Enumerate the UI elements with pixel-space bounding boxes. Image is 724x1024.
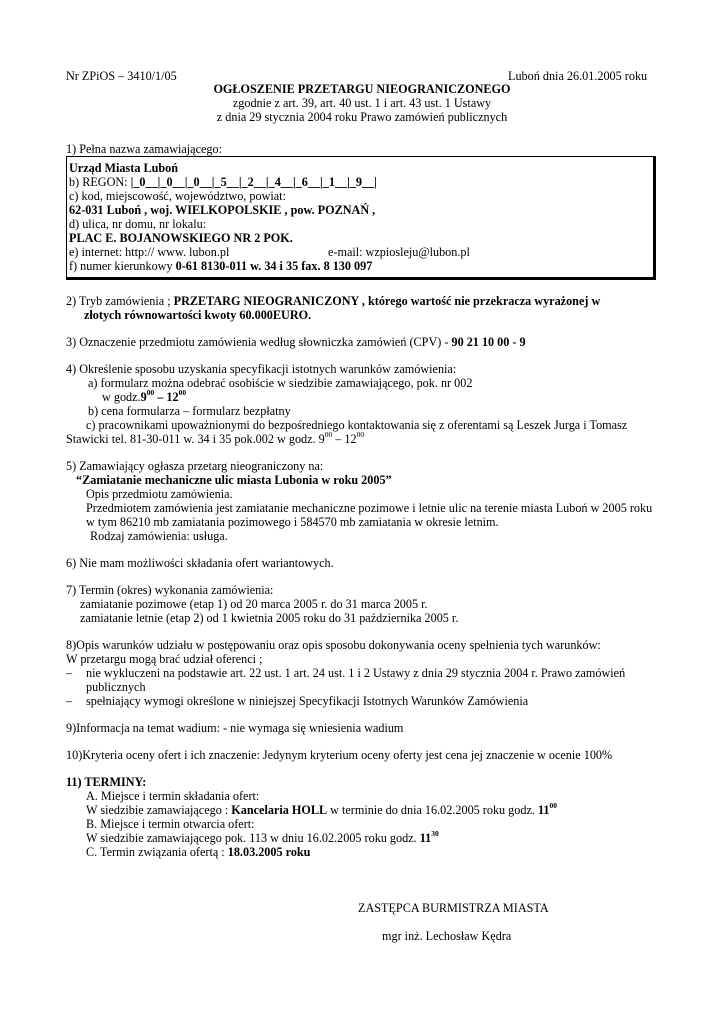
contact-minute-start: 00: [324, 429, 333, 439]
section-4-line-2: a) formularz można odebrać osobiście w siedzibie zamawiającego, pok. nr 002: [88, 376, 473, 390]
term-b-hour: 11: [419, 831, 432, 845]
section-2-line-1: [66, 294, 600, 309]
contracting-authority-box: [66, 156, 656, 280]
section-7-line-2: zamiatanie pozimowe (etap 1) od 20 marca 2005 r. do 31 marca 2005 r.: [80, 597, 428, 611]
street-label: d) ulica, nr domu, nr lokalu:: [69, 217, 207, 231]
section-6: 6) Nie mam możliwości składania ofert wariantowych.: [66, 556, 334, 570]
email-address: e-mail: wzpiosleju@lubon.pl: [328, 245, 470, 259]
minute-end: 00: [178, 387, 187, 397]
hour-start: 9: [140, 390, 147, 404]
reference-number: Nr ZPiOS – 3410/1/05: [66, 69, 177, 83]
section-5-line-3: Opis przedmiotu zamówienia.: [86, 487, 233, 501]
phone-row: [69, 259, 372, 274]
contact-hour-end: 12: [344, 432, 357, 446]
phone-label: f) numer kierunkowy: [69, 259, 176, 273]
bullet-1: –: [66, 666, 73, 680]
section-5-line-6: Rodzaj zamówienia: usługa.: [90, 529, 228, 543]
minute-start: 00: [146, 387, 155, 397]
section-4-line-1: 4) Określenie sposobu uzyskania specyfikacji istotnych warunków zamówienia:: [66, 362, 457, 376]
procedure-type: PRZETARG NIEOGRANICZONY , którego wartość nie przekracza wyrażonej w: [173, 294, 601, 308]
section-2-line-2: złotych równowartości kwoty 60.000EURO.: [84, 308, 312, 322]
city-label: c) kod, miejscowość, województwo, powiat:: [69, 189, 286, 203]
section-11-heading: 11) TERMINY:: [66, 775, 147, 789]
document-subtitle-2: z dnia 29 stycznia 2004 roku Prawo zamówień publicznych: [216, 110, 508, 124]
condition-2: spełniający wymogi określone w niniejszej Specyfikacji Istotnych Warunków Zamówienia: [86, 694, 529, 708]
term-a-detail: [86, 800, 557, 818]
office-name: Kancelaria HOLL: [231, 803, 328, 817]
place-date: Luboń dnia 26.01.2005 roku: [508, 69, 648, 83]
section-5-line-5: w tym 86210 mb zamiatania pozimowego i 584570 mb zamiatania w okresie letnim.: [86, 515, 499, 529]
condition-1-line-2: publicznych: [86, 680, 146, 694]
hour-end: 12: [166, 390, 179, 404]
section-3-text: 3) Oznaczenie przedmiotu zamówienia według słowniczka zamówień (CPV) -: [66, 335, 452, 349]
contact-minute-end: 00: [356, 429, 365, 439]
section-5-line-4: Przedmiotem zamówienia jest zamiatanie mechaniczne pozimowe i letnie ulic na terenie miasta Luboń w 2005 roku: [86, 501, 653, 515]
term-c: [86, 845, 310, 860]
section-7-line-3: zamiatanie letnie (etap 2) od 1 kwietnia 2005 roku do 31 października 2005 r.: [80, 611, 459, 625]
term-a-deadline: w terminie do dnia 16.02.2005 roku godz.: [327, 803, 538, 817]
hours-prefix: w godz.: [102, 390, 141, 404]
term-a-minute: 00: [549, 800, 557, 810]
term-c-prefix: C. Termin związania ofertą :: [86, 845, 228, 859]
binding-date: 18.03.2005 roku: [227, 845, 311, 859]
contact-details: Stawicki tel. 81-30-011 w. 34 i 35 pok.002 w godz.: [66, 432, 319, 446]
bullet-2: –: [66, 694, 73, 708]
term-b-label: B. Miejsce i termin otwarcia ofert:: [86, 817, 255, 831]
section-7-line-1: 7) Termin (okres) wykonania zamówienia:: [66, 583, 274, 597]
document-subtitle-1: zgodnie z art. 39, art. 40 ust. 1 i art. 43 ust. 1 Ustawy: [232, 96, 492, 110]
term-a-label: A. Miejsce i termin składania ofert:: [86, 789, 260, 803]
section-2-prefix: 2) Tryb zamówienia ;: [66, 294, 174, 308]
regon-row: [69, 175, 377, 190]
city-value: 62-031 Luboń , woj. WIELKOPOLSKIE , pow. POZNAŃ ,: [69, 203, 376, 217]
term-b-detail: [86, 828, 439, 846]
section-9: 9)Informacja na temat wadium: - nie wymaga się wniesienia wadium: [66, 721, 404, 735]
section-4-line-4: b) cena formularza – formularz bezpłatny: [88, 404, 291, 418]
cpv-code: 90 21 10 00 - 9: [451, 335, 526, 349]
section-10: 10)Kryteria oceny ofert i ich znaczenie: Jedynym kryterium oceny oferty jest cena jej znaczenie w ocenie 100%: [66, 748, 613, 762]
contact-dash: –: [332, 432, 345, 446]
internet-address: e) internet: http:// www. lubon.pl: [69, 245, 230, 259]
signatory-title: ZASTĘPCA BURMISTRZA MIASTA: [358, 901, 549, 915]
contract-title: “Zamiatanie mechaniczne ulic miasta Lubonia w roku 2005”: [76, 473, 392, 487]
section-3: [66, 335, 526, 350]
section-4-line-6: [66, 429, 365, 447]
section-8-line-1: 8)Opis warunków udziału w postępowaniu oraz opis sposobu dokonywania oceny spełnienia tych warunków:: [66, 638, 601, 652]
regon-label: b) REGON:: [69, 175, 131, 189]
section-4-line-5: c) pracownikami upoważnionymi do bezpośredniego kontaktowania się z oferentami są Leszek Jurga i Tomasz: [86, 418, 628, 432]
signatory-name: mgr inż. Lechosław Kędra: [382, 929, 512, 943]
contact-hour-start: 9: [318, 432, 325, 446]
street-value: PLAC E. BOJANOWSKIEGO NR 2 POK.: [69, 231, 293, 245]
phone-value: 0-61 8130-011 w. 34 i 35 fax. 8 130 097: [175, 259, 373, 273]
condition-1-line-1: nie wykluczeni na podstawie art. 22 ust. 1 art. 24 ust. 1 i 2 Ustawy z dnia 29 stycznia 2004 r. Prawo zamówień: [86, 666, 626, 680]
section-4-hours: [102, 387, 187, 405]
section-1-heading: 1) Pełna nazwa zamawiającego:: [66, 142, 222, 156]
regon-value: |_0__|_0__|_0__|_5__|_2__|_4__|_6__|_1__|_9__|: [130, 175, 377, 189]
document-title: OGŁOSZENIE PRZETARGU NIEOGRANICZONEGO: [213, 82, 511, 96]
section-5-line-1: 5) Zamawiający ogłasza przetarg nieograniczony na:: [66, 459, 324, 473]
section-8-line-2: W przetargu mogą brać udział oferenci ;: [66, 652, 263, 666]
authority-name: Urząd Miasta Luboń: [69, 161, 179, 175]
term-b-minute: 30: [431, 828, 439, 838]
term-a-hour: 11: [537, 803, 550, 817]
term-b-prefix: W siedzibie zamawiającego pok. 113 w dniu 16.02.2005 roku godz.: [86, 831, 420, 845]
term-a-prefix: W siedzibie zamawiającego :: [86, 803, 232, 817]
hours-dash: –: [154, 390, 167, 404]
